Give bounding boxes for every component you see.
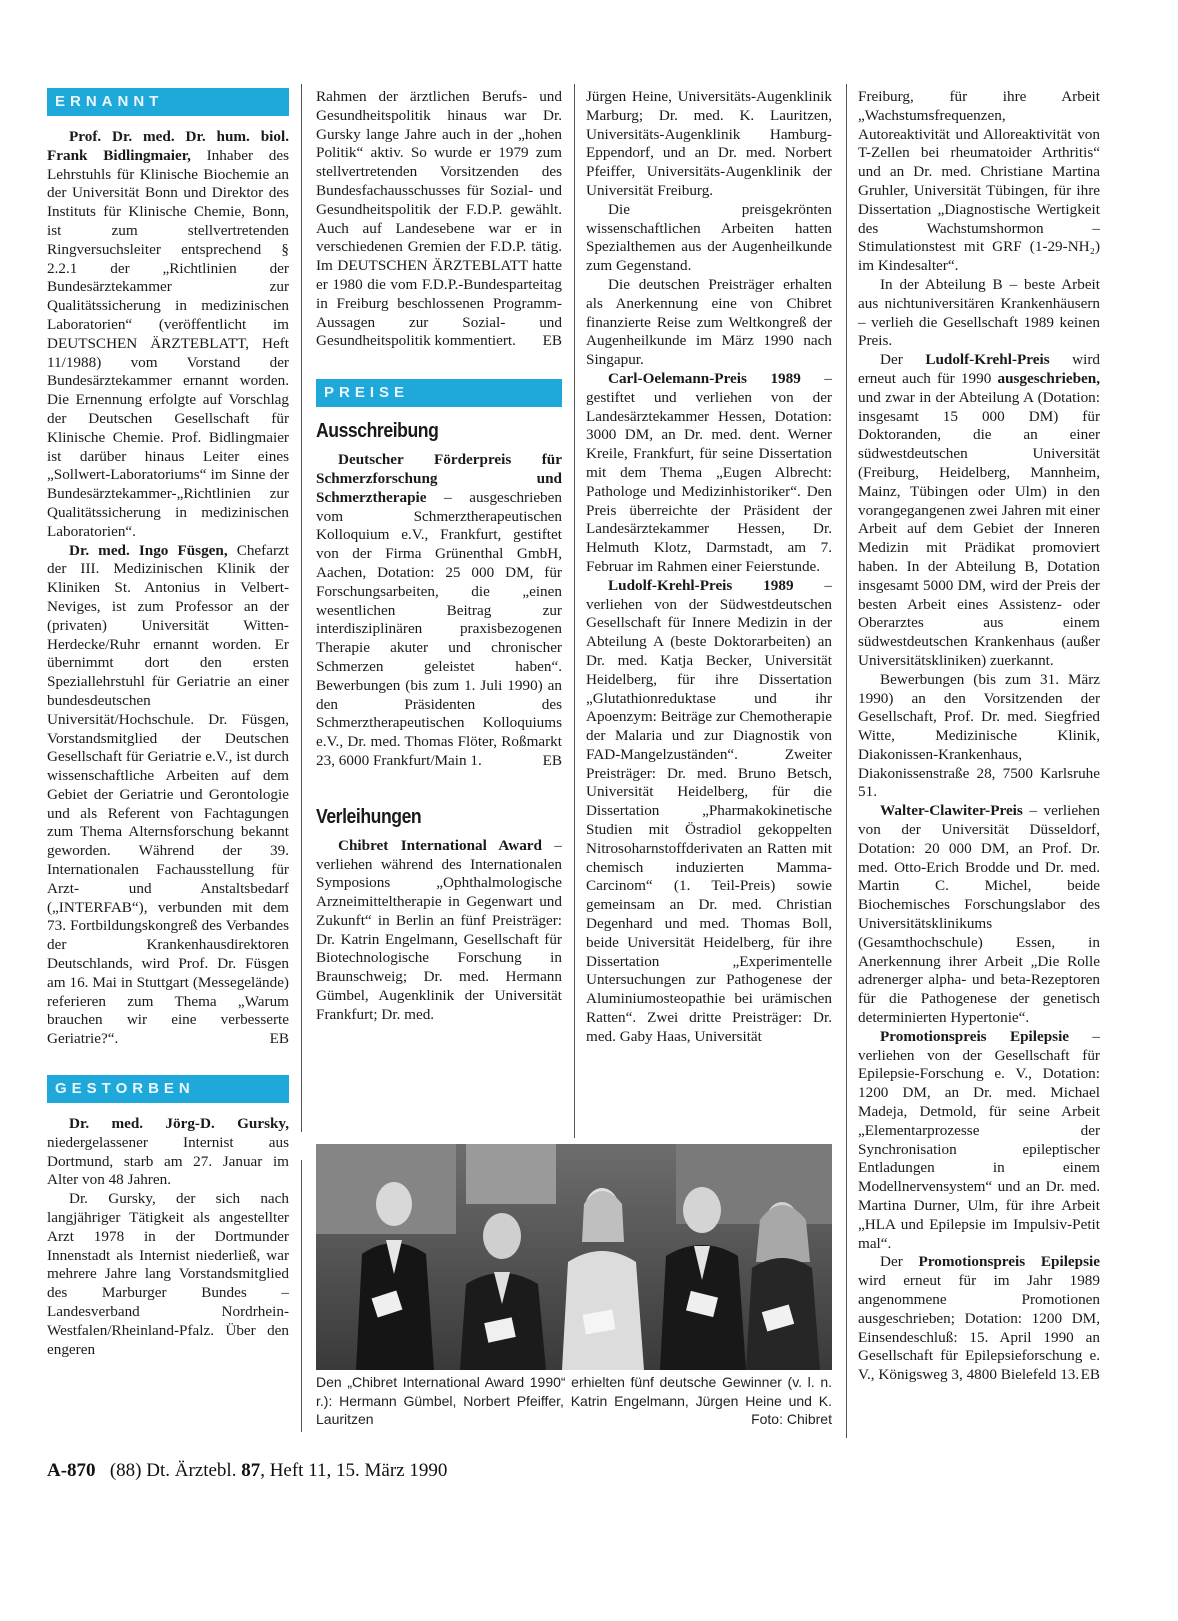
paragraph: Bewerbungen (bis zum 31. März 1990) an den Vorsitzenden der Gesellschaft, Prof. Dr. med. Siegfried Witte, Medizinische Klinik, Diakonissen-Krankenhaus, Diakonissenstraße 28, 7500 Karlsruhe 51.: [858, 670, 1100, 801]
column-rule-1b: [301, 1160, 302, 1432]
paragraph: Rahmen der ärztlichen Berufs- und Gesundheitspolitik hinaus war Dr. Gursky lange Jahre auch in der „hohen Politik“ aktiv. So wurde er 1979 zum stellvertretenden Vorsitzenden des Bundesfachausschusses für Sozial- und Gesundheitspolitik der F.D.P. gewählt. Auch auf Landesebene war er in verschiedenen Gremien der F.D.P. tätig. Im DEUTSCHEN ÄRZTEBLATT hatte er 1980 die vom F.D.P.-Bundesparteitag in Freiburg beschlossenen Programm-Aussagen zur Sozial- und Gesundheitspolitik kommentiert. EB: [316, 88, 562, 350]
column-1: [47, 88, 289, 1438]
award-photo: [316, 1144, 832, 1370]
rubric-gestorben: GESTORBEN: [47, 1075, 289, 1103]
paragraph: Promotionspreis Epilepsie – verliehen von der Gesellschaft für Epilepsie-Forschung e. V., Dotation: 1200 DM, an Dr. med. Michael Madeja, Detmold, für seine Arbeit „Elementarprozesse der Synchronisation epileptischer Entladungen in einem Modellnervensystem“ und an Dr. med. Martina Durner, Ulm, für ihre Arbeit „HLA und Epilepsie im Impulsiv-Petit mal“.: [858, 1027, 1100, 1252]
paragraph: Dr. med. Jörg-D. Gursky, niedergelassener Internist aus Dortmund, starb am 27. Januar im Alter von 48 Jahren.: [47, 1115, 289, 1189]
photo-caption: Den „Chibret International Award 1990“ erhielten fünf deutsche Gewinner (v. l. n. r.): Hermann Gümbel, Norbert Pfeiffer, Katrin Engelmann, Jürgen Heine und K. Lauritzen Foto: Chibret: [316, 1374, 832, 1427]
paragraph: Freiburg, für ihre Arbeit „Wachstumsfrequenzen, Autoreaktivität und Alloreaktivität von T-Zellen bei rheumatoider Arthritis“ und an Dr. med. Christiane Martina Gruhler, Universität Tübingen, für ihre Dissertation „Diagnostische Wertigkeit des Wachstumshormon – Stimulationstest mit GRF (1-29-NH₂) im Kindesalter“.: [858, 88, 1100, 275]
rubric-preise: PREISE: [316, 379, 562, 407]
paragraph: Dr. med. Ingo Füsgen, Chefarzt der III. Medizinischen Klinik der Kliniken St. Antonius in Velbert-Neviges, ist zum Professor an der (privaten) Universität Witten-Herdecke/Ruhr ernannt worden. Er übernimmt dort den ersten Speziallehrstuhl für Geriatrie an einer bundesdeutschen Universität/Hochschule. Dr. Füsgen, Vorstandsmitglied der Deutschen Gesellschaft für Geriatrie e.V., ist durch wissenschaftliche Arbeiten auf dem Gebiet der Geriatrie und Gerontologie und als Referent von Fachtagungen zum Thema Alternsforschung bekannt geworden. Während der 39. Internationalen Fachausstellung für Arzt- und Anstaltsbedarf („INTERFAB“), verbunden mit dem 73. Fortbildungskongreß des Verbandes der Krankenhausdirektoren Deutschlands, wird Prof. Dr. Füsgen am 16. Mai in Stuttgart (Messegelände) referieren zum Thema „Warum brauchen wir eine verbesserte Geriatrie?“. EB: [47, 541, 289, 1048]
paragraph: Die deutschen Preisträger erhalten als Anerkennung eine von Chibret finanzierte Reise zum Weltkongreß der Augenheilkunde im März 1990 nach Singapur.: [586, 275, 832, 369]
author-mark: EB: [269, 1030, 289, 1048]
paragraph: Prof. Dr. med. Dr. hum. biol. Frank Bidlingmaier, Inhaber des Lehrstuhls für Klinische Biochemie an der Universität Bonn und Direktor des Instituts für Klinische Chemie, Bonn, ist zum stellvertretenden Ringversuchsleiter entsprechend § 2.2.1 der „Richtlinien der Bundesärztekammer zur Qualitätssicherung in medizinischen Laboratorien“ (veröffentlicht im DEUTSCHEN ÄRZTEBLATT, Heft 11/1988) vom Vorstand der Bundesärztekammer ernannt worden. Die Ernennung erfolgte auf Vorschlag der Deutschen Gesellschaft für Klinische Chemie. Prof. Bidlingmaier ist darüber hinaus Leiter eines „Sollwert-Laboratoriums“ im Sinne der Bundesärztekammer-„Richtlinien zur Qualitätssicherung in medizinischen Laboratorien“.: [47, 128, 289, 540]
paragraph: Deutscher Förderpreis für Schmerzforschung und Schmerztherapie – ausgeschrieben vom Schmerztherapeutischen Kolloquium e.V., Frankfurt, gestiftet von der Firma Grünenthal GmbH, Aachen, Dotation: 25 000 DM, für Forschungsarbeiten, die „einen wesentlichen Beitrag zur interdisziplinären praxisbezogenen Therapie akuter und chronischer Schmerzen geleistet haben“. Bewerbungen (bis zum 1. Juli 1990) an den Präsidenten des Schmerztherapeutischen Kolloquiums e.V., Dr. med. Thomas Flöter, Roßmarkt 23, 6000 Frankfurt/Main 1. EB: [316, 451, 562, 769]
section-heading-ausschreibung: Ausschreibung: [316, 420, 439, 443]
column-rule-3: [846, 84, 847, 1438]
paragraph: Chibret International Award – verliehen während des Internationalen Symposions „Ophthalmologische Arzneimitteltherapie in Gegenwart und Zukunft“ in Berlin an fünf Preisträger: Dr. Katrin Engelmann, Gesellschaft für Biotechnologische Forschung in Braunschweig; Dr. med. Hermann Gümbel, Augenklinik der Universität Frankfurt; Dr. med.: [316, 836, 562, 1023]
column-3: [586, 88, 832, 1140]
journal-ref: (88) Dt. Ärztebl.: [109, 1460, 242, 1481]
author-mark: EB: [542, 751, 562, 769]
paragraph: Carl-Oelemann-Preis 1989 – gestiftet und verliehen von der Landesärztekammer Hessen, Dotation: 3000 DM, an Dr. med. dent. Werner Kreile, Frankfurt, für seine Dissertation mit dem Thema „Eugen Albrecht: Pathologe und Medizinhistoriker“. Den Preis überreichte der Präsident der Landesärztekammer Hessen, Dr. Helmuth Klotz, Darmstadt, am 7. Februar im Rahmen einer Feierstunde.: [586, 369, 832, 575]
paragraph: Walter-Clawiter-Preis – verliehen von der Universität Düsseldorf, Dotation: 20 000 DM, an Prof. Dr. med. Otto-Erich Brodde und Dr. med. Martin C. Michel, beide Biochemisches Forschungslabor des Universitätsklinikums (Gesamthochschule) Essen, in Anerkennung ihrer Arbeit „Die Rolle adrenerger alpha- und beta-Rezeptoren für die Pathogenese der genetisch determinierten Hypertonie“.: [858, 802, 1100, 1027]
photo-credit: Foto: Chibret: [751, 1411, 832, 1427]
column-rule-1: [301, 84, 302, 1132]
page-footer: [47, 1460, 447, 1482]
page-number: A-870: [47, 1460, 96, 1481]
rubric-ernannt: ERNANNT: [47, 88, 289, 116]
paragraph: Ludolf-Krehl-Preis 1989 – verliehen von der Südwestdeutschen Gesellschaft für Innere Medizin in der Abteilung A (beste Doktorarbeiten) an Dr. med. Katja Becker, Universität Heidelberg, für ihre Dissertation „Glutathionreduktase und ihr Apoenzym: Beiträge zur Chemotherapie der Malaria und zur Diagnostik von FAD-Mangelzuständen“. Zweiter Preisträger: Dr. med. Bruno Betsch, Universität Heidelberg, für die Dissertation „Pharmakokinetische Studien mit Östradiol gekoppelten Nitrosoharnstoffderivaten an Ratten mit chemisch induzierten Mamma-Carcinom“ (1. Teil-Preis) sowie gemeinsam an Dr. med. Christian Degenhard und med. Thomas Boll, beide Universität Heidelberg, für ihre Dissertation „Experimentelle Untersuchungen zur Pathogenese der Aluminiumosteopathie bei urämischen Ratten“. Zwei dritte Preisträger: Dr. med. Gaby Haas, Universität: [586, 576, 832, 1045]
column-4: [858, 88, 1100, 1440]
author-mark: EB: [542, 332, 562, 350]
issue-date: , Heft 11, 15. März 1990: [260, 1460, 448, 1481]
column-2: [316, 88, 562, 1140]
paragraph: Dr. Gursky, der sich nach langjähriger Tätigkeit als angestellter Arzt 1978 in der Dortmunder Innenstadt als Internist niederließ, war mehrere Jahre lang Vorstandsmitglied des Marburger Bundes – Landesverband Nordrhein-Westfalen/Rheinland-Pfalz. Über den engeren: [47, 1190, 289, 1358]
paragraph: Der Ludolf-Krehl-Preis wird erneut auch für 1990 ausgeschrieben, und zwar in der Abteilung A (Dotation: insgesamt 15 000 DM) für Doktoranden, die an einer südwestdeutschen Universität (Freiburg, Heidelberg, Mannheim, Mainz, Tübingen oder Ulm) in den vorangegangenen zwei Jahren mit einer Arbeit auf dem Gebiet der Inneren Medizin mit Prädikat promoviert haben. In der Abteilung B, Dotation insgesamt 5000 DM, wird der Preis der besten Arbeit eines Assistenz- oder Oberarztes aus einem südwestdeutschen Krankenhaus (außer Universitätskliniken) zuerkannt.: [858, 351, 1100, 669]
section-heading-verleihungen: Verleihungen: [316, 805, 422, 828]
paragraph: Jürgen Heine, Universitäts-Augenklinik Marburg; Dr. med. K. Lauritzen, Universitäts-Augenklinik Hamburg-Eppendorf, und an Dr. med. Norbert Pfeiffer, Universitäts-Augenklinik der Universität Freiburg.: [586, 88, 832, 199]
paragraph: Der Promotionspreis Epilepsie wird erneut für im Jahr 1989 angenommene Promotionen ausgeschrieben; Dotation: 1200 DM, Einsendeschluß: 15. April 1990 an Gesellschaft für Epilepsieforschung e. V., Königsweg 3, 4800 Bielefeld 13. EB: [858, 1253, 1100, 1384]
column-rule-2: [574, 84, 575, 1138]
paragraph: In der Abteilung B – beste Arbeit aus nichtuniversitären Krankenhäusern – verlieh die Gesellschaft 1989 keinen Preis.: [858, 275, 1100, 350]
award-photo-illustration: [316, 1144, 832, 1370]
paragraph: Die preisgekrönten wissenschaftlichen Arbeiten hatten Spezialthemen aus der Augenheilkunde zum Gegenstand.: [586, 200, 832, 275]
author-mark: EB: [1080, 1366, 1100, 1384]
volume: 87: [241, 1460, 261, 1481]
